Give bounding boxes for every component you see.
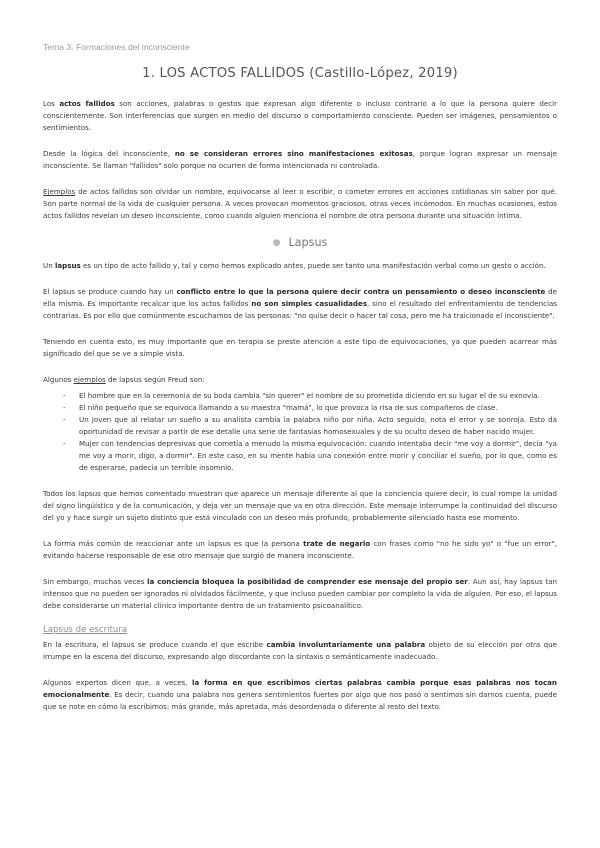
lapsus-heading: ● Lapsus: [272, 236, 328, 249]
paragraph-conscience: Sin embargo, muchas veces la conciencia bloquea la posibilidad de comprender ese mensaje del propio ser. Aun así, hay lapsus tan intensos que no pueden ser ignorados ni olvidados fácilmente, y que incluso pueden cambiar por completo la vida de alguien. Por eso, el lapsus debe considerarse un material clínico importante dentro de un tratamiento psicoanalítico.: [43, 577, 557, 610]
page-header: Tema 3. Formaciones del inconsciente: [43, 42, 190, 52]
list-item: - El niño pequeño que se equivoca llamando a su maestra "mamá", lo que provoca la risa de sus compañeros de clase.: [63, 402, 557, 414]
examples-list: [43, 390, 557, 474]
list-item: - Mujer con tendencias depresivas que cometía a menudo la misma equivocación: cuando intentaba decir "me voy a dormir", decía "ya me voy a morir, digo, a dormir". En este caso, en su mente había una conexión entre morir y conciliar el sueño, por lo que, como es de esperarse, padecía un terrible insomnio.: [63, 438, 557, 474]
paragraph-escritura: En la escritura, el lapsus se produce cuando el que escribe cambia involuntariamente una palabra objeto de su elección por otra que irrumpe en la escena del discurso, expresando algo discordante con la sintaxis o semánticamente inadecuado.: [43, 640, 557, 661]
document-body: [43, 98, 557, 727]
paragraph-logic: Desde la lógica del inconsciente, no se consideran errores sino manifestaciones exitosas, porque logran expresar un mensaje inconsciente. Se llaman "fallidos" solo porque no ocurren de forma intencionada ni controlada.: [43, 149, 557, 170]
paragraph-experts: Algunos expertos dicen que, a veces, la forma en que escribimos ciertas palabras cambia porque esas palabras nos tocan emocionalmente. Es decir, cuando una palabra nos genera sentimientos fuertes por algo que nos pasó o sentimos sin darnos cuenta, puede que se note en cómo la escribimos: más grande, más apretada, más desordenada o diferente al resto del texto.: [43, 678, 557, 711]
paragraph-message: Todos los lapsus que hemos comentado muestran que aparece un mensaje diferente al que la conciencia quiere decir, lo cual rompe la unidad del signo lingüístico y de la comunicación, y deja ver un mensaje que va en otra dirección. Este mensaje interrumpe la continuidad del discurso del yo y hace surgir un sujeto distinto que está vinculado con un deseo más profundo, probablemente silenciado hasta ese momento.: [43, 489, 557, 522]
bullet-icon: ●: [272, 238, 281, 248]
paragraph-lapsus-conflict: El lapsus se produce cuando hay un conflicto entre lo que la persona quiere decir contra un pensamiento o deseo inconsciente de ella misma. Es importante recalcar que los actos fallidos no son simples casualidades, sino el resultado del enfrentamiento de tendencias contrarias. Es por ello que comúnmente escuchamos de las personas: "no quise decir o hacer tal cosa, pero me ha traicionado el inconsciente".: [43, 287, 557, 320]
list-item: - Un joven que al relatar un sueño a su analista cambia la palabra niño por niña. Acto seguido, nota el error y se sonroja. Esto da oportunidad de revisar a partir de ese detalle una serie de fantasías homosexuales y de su oculto deseo de haber nacido mujer.: [63, 414, 557, 438]
paragraph-lapsus-def: Un lapsus es un tipo de acto fallido y, tal y como hemos explicado antes, puede ser tanto una manifestación verbal como un gesto o acción.: [43, 261, 546, 270]
paragraph-freud-examples: Algunos ejemplos de lapsus según Freud son:: [43, 375, 205, 384]
paragraph-examples: Ejemplos de actos fallidos son olvidar un nombre, equivocarse al leer o escribir, o cometer errores en acciones cotidianas sin saber por qué. Son parte normal de la vida de cualquier persona. A veces provocan momentos graciosos, otras veces incómodos. En muchas ocasiones, estos actos fallidos revelan un deseo inconsciente, como cuando alguien menciona el nombre de otra persona durante una situación íntima.: [43, 187, 557, 220]
page-title: 1. LOS ACTOS FALLIDOS (Castillo-López, 2019): [142, 66, 458, 81]
paragraph-therapy: Teniendo en cuenta esto, es muy importante que en terapia se preste atención a este tipo de equivocaciones, ya que pueden acarrear más significado del que se ve a simple vista.: [43, 337, 557, 358]
paragraph-definition: Los actos fallidos son acciones, palabras o gestos que expresan algo diferente o incluso contrario a lo que la persona quiere decir conscientemente. Son interferencias que surgen en medio del discurso o comportamiento consciente. Pueden ser imágenes, pensamientos o sentimientos.: [43, 99, 557, 132]
paragraph-reaction: La forma más común de reaccionar ante un lapsus es que la persona trate de negarlo con frases como "no he sido yo" o "fue un error", evitando hacerse responsable de ese otro mensaje que surgió de manera inconsciente.: [43, 539, 557, 560]
list-item: - El hombre que en la ceremonia de su boda cambia "sin querer" el nombre de su prometida diciendo en su lugar el de su exnovia.: [63, 390, 557, 402]
section-heading-escritura: Lapsus de escritura: [43, 625, 128, 635]
